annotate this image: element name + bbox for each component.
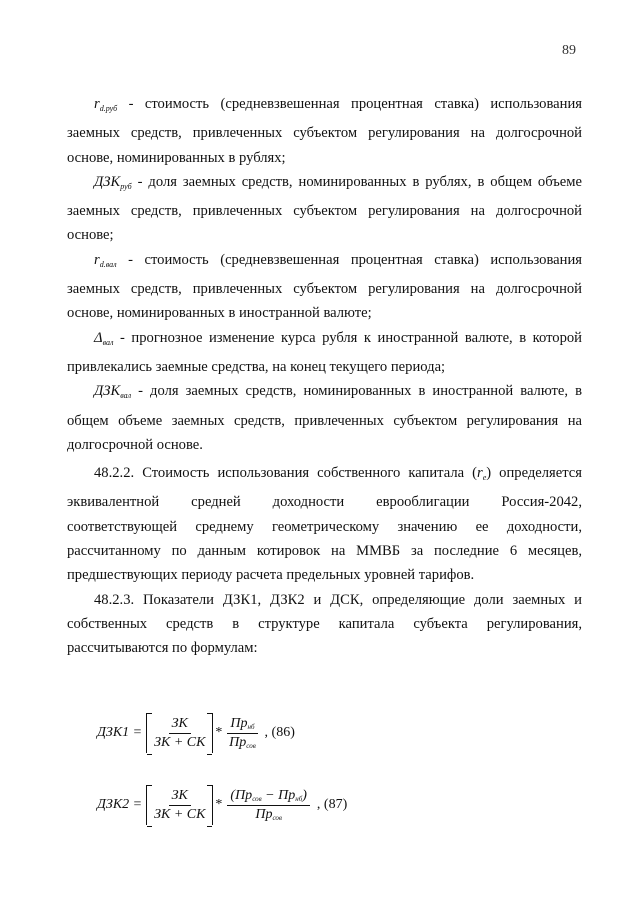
fraction: $\frac{ЗК}{ЗК + СК}$ [154,715,206,750]
definition-dzk-rub: $ДЗК_{руб}$ - доля заемных средств, номинированных в рублях, в общем объеме заемных средств, привлеченных субъектом регулирования на долгосрочной основе; [67,173,582,244]
paragraph-48-2-3: 48.2.3. Показатели ДЗК1, ДЗК2 и ДСК, определяющие доли заемных и собственных средств в структуре капитала субъекта регулирования, рассчитываются по формулам: [67,591,582,657]
formula-lhs: ДЗК2 = [97,797,143,812]
multiply-sign: * [215,797,223,812]
square-bracket [146,785,213,825]
fraction: $\frac{ЗК}{ЗК + СК}$ [154,787,206,822]
definition-delta-val: $\Delta_{вал}$ - прогнозное изменение курса рубля к иностранной валюте, в которой привлекались заемные средства, на конец текущего периода; [67,329,582,375]
body-text [67,92,582,661]
symbol: $ДЗК_{вал}$ [94,383,132,401]
paragraph-48-2-2: 48.2.2. Стоимость использования собственного капитала $(r_e)$ определяется эквивалентной средней доходности еврооблигации Россия-2042, соответствующей среднему геометрическому значению ее доходности, рассчитанному по данным котировок на ММВБ за последние 6 месяцев, предшествующих периоду расчета предельных уровней тарифов. [67,465,582,584]
fraction: $\frac{(Пр_{сов} - Пр_{нб})}{Пр_{сов}}$ [227,788,310,823]
fraction: $\frac{Пр_{нб}}{Пр_{сов}}$ [229,715,256,750]
equation-number: , (86) [264,725,295,740]
symbol: $r_{d.руб}$ [94,96,118,113]
definition-r-d-rub: $r_{d.руб}$ - стоимость (средневзвешенная процентная ставка) использования заемных средств, привлеченных субъектом регулирования на долгосрочной основе, номинированных в рублях; [67,96,582,166]
square-bracket [146,713,213,753]
symbol: $\Delta_{вал}$ [94,329,114,347]
multiply-sign: * [215,725,223,740]
definition-dzk-val: $ДЗК_{вал}$ - доля заемных средств, номинированных в иностранной валюте, в общем объеме заемных средств, привлеченных субъектом регулирования на долгосрочной основе. [67,383,582,453]
formula-86 [97,713,295,753]
symbol: $r_{d.вал}$ [94,251,117,269]
page-number: 89 [562,43,576,58]
definition-r-d-val: $r_{d.вал}$ - стоимость (средневзвешенная процентная ставка) использования заемных средств, привлеченных субъектом регулирования на долгосрочной основе, номинированных в иностранной валюте; [67,251,582,322]
formula-lhs: ДЗК1 = [97,725,143,740]
symbol-r-e: $r_e$ [477,465,487,483]
formula-87 [97,785,347,825]
symbol: $ДЗК_{руб}$ [94,173,132,191]
equation-number: , (87) [316,797,348,812]
